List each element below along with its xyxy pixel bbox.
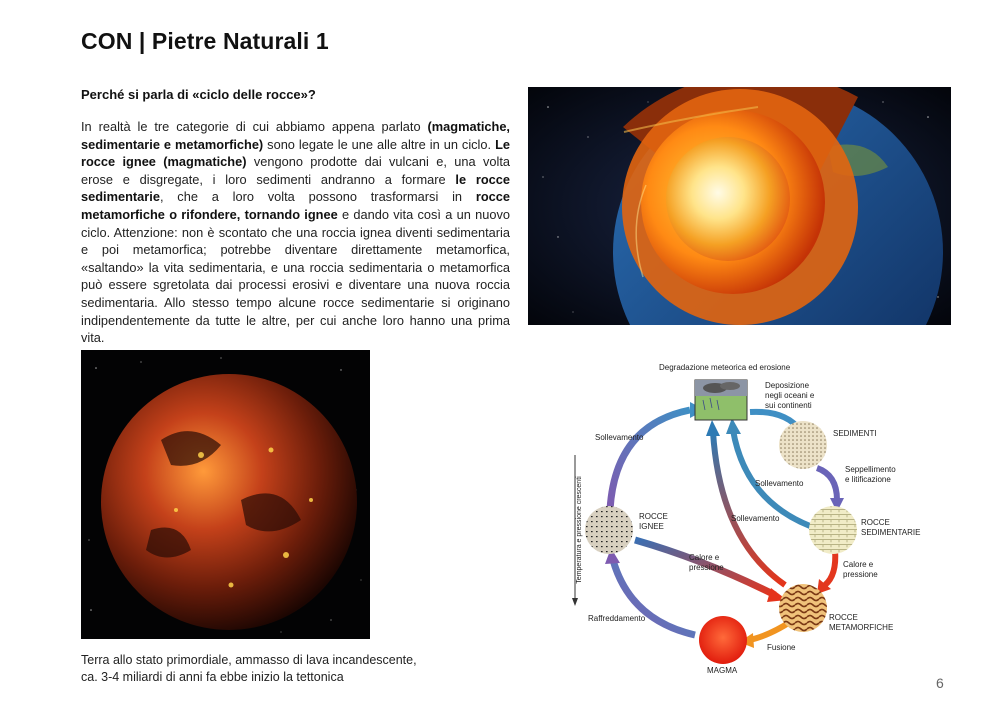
axis-label: Temperatura e pressione crescenti [576,476,583,584]
body-segment: sono legate le une alle altre in un ciclo. [263,136,496,152]
burial-label-2: e litificazione [845,475,891,484]
sedimentary-label-2: SEDIMENTARIE [861,528,921,537]
deposition-label-2: negli oceani e [765,391,815,400]
sediments-label: SEDIMENTI [833,429,877,438]
body-segment: vengono prodotte dai vulcani e, una volta erose e disgregate, i loro sedimenti andranno a formare [81,154,510,187]
igneous-label-2: IGNEE [639,522,664,531]
heat-pressure-label-3: Calore e [843,560,874,569]
earth-cross-section-image [528,87,951,325]
cooling-label: Raffreddamento [588,614,646,623]
caption-line-1: Terra allo stato primordiale, ammasso di lava incandescente, [81,653,417,667]
metamorphic-label-2: METAMORFICHE [829,623,894,632]
arrow-uplift-igneous [610,410,690,510]
uplift-label-3: Sollevamento [731,514,780,523]
heat-pressure-label-1: Calore e [689,553,720,562]
igneous-label-1: ROCCE [639,512,668,521]
caption-line-2: ca. 3-4 miliardi di anni fa ebbe inizio la tettonica [81,670,344,684]
deposition-label-1: Deposizione [765,381,810,390]
body-segment: e dando vita così a un nuovo ciclo. Attenzione: non è scontato che una roccia ignea diventi sedimentaria e poi metamorfica; potrebbe diventare direttamente metamorfica, «saltando» la vita sedimentaria, e una roccia sedimentaria o metamorfica può essere sgretolata dai processi erosivi e diventare una nuova roccia sedimentaria. Allo stesso tempo alcune rocce sedimentarie si originano indipendentemente da tutte le altre, per cui anche loro hanno una prima vita. [81,206,510,346]
body-emphasis: Le rocce ignee (magmatiche) [81,136,510,170]
uplift-label-2: Sollevamento [755,479,804,488]
page-number: 6 [936,675,944,691]
uplift-label-1: Sollevamento [595,433,644,442]
arrow-cooling [613,560,695,635]
primordial-planet-image [81,350,370,639]
body-segment: In realtà le tre categorie di cui abbiamo appena parlato [81,119,428,134]
metamorphic-circle [779,584,827,632]
image-caption [81,652,501,686]
sedimentary-label-1: ROCCE [861,518,890,527]
section-question: Perché si parla di «ciclo delle rocce»? [81,87,316,102]
arrow-burial [817,468,837,500]
weathering-label: Degradazione meteorica ed erosione [659,363,791,372]
heat-pressure-label-2: pressione [689,563,724,572]
igneous-circle [585,506,633,554]
arrow-sed-metamorphic [825,550,835,585]
magma-circle [699,616,747,664]
body-emphasis: (magmatiche, sedimentarie e metamorfiche) [81,119,510,152]
body-emphasis: rocce metamorfiche o rifondere, tornando ignee [81,189,510,222]
page-title: CON | Pietre Naturali 1 [81,28,329,54]
arrow-fusion [750,622,790,640]
sediments-circle [779,421,827,469]
deposition-label-3: sui continenti [765,401,812,410]
body-paragraph [81,118,510,347]
body-segment: , che a loro volta possono trasformarsi in [159,189,476,205]
heat-pressure-label-4: pressione [843,570,878,579]
magma-label: MAGMA [707,666,738,675]
burial-label-1: Seppellimento [845,465,896,474]
fusion-label: Fusione [767,643,796,652]
body-emphasis: le rocce sedimentarie [81,171,510,205]
metamorphic-label-1: ROCCE [829,613,858,622]
sedimentary-circle [809,506,857,554]
rock-cycle-diagram [555,350,935,680]
